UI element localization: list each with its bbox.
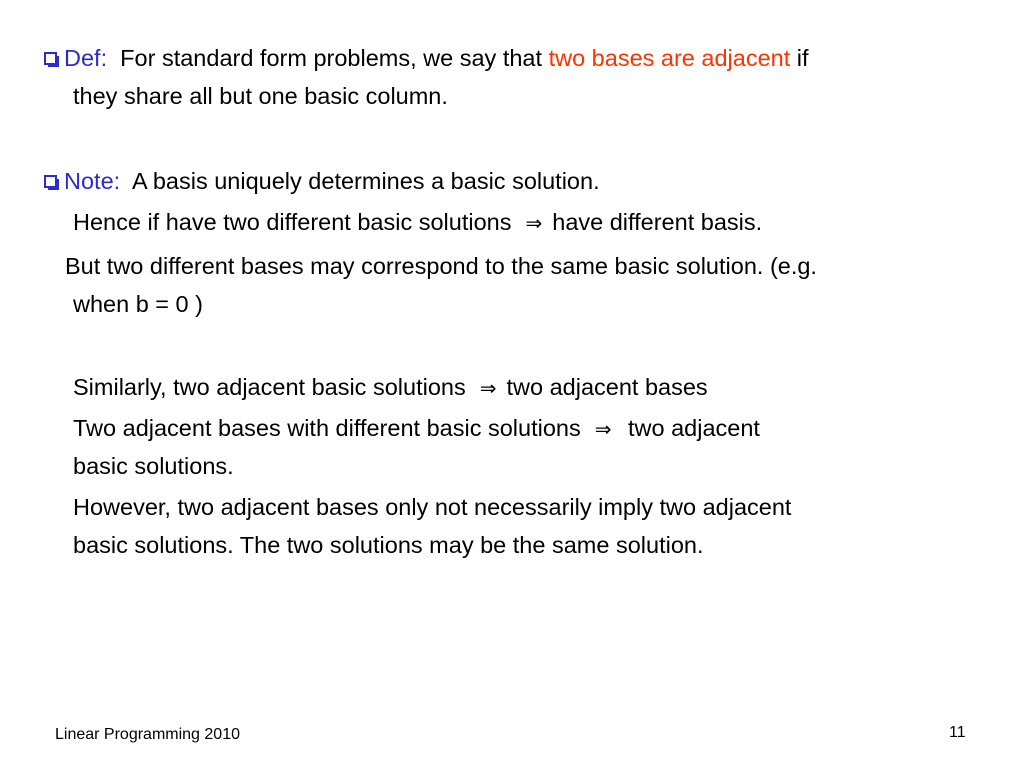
two-adjacent-before: Two adjacent bases with different basic solutions — [73, 415, 581, 441]
two-adjacent-line-1 — [73, 414, 760, 443]
two-adjacent-line-2: basic solutions. — [73, 453, 234, 479]
hence-after: have different basis. — [552, 209, 763, 235]
however-line-1: However, two adjacent bases only not necessarily imply two adjacent — [73, 494, 792, 520]
page-number: 11 — [949, 724, 966, 741]
two-adjacent-after: two adjacent — [628, 415, 760, 441]
note-text: A basis uniquely determines a basic solution. — [131, 168, 600, 194]
but-line-2: when b = 0 ) — [73, 291, 203, 317]
def-text-after: if — [796, 45, 809, 71]
implies-arrow-icon: ⇒ — [479, 376, 497, 400]
hence-before: Hence if have two different basic solutions — [73, 209, 512, 235]
however-line-2: basic solutions. The two solutions may be the same solution. — [73, 532, 704, 558]
def-line-1 — [44, 44, 809, 72]
checkbox-bullet-icon — [44, 175, 57, 188]
implies-arrow-icon: ⇒ — [594, 417, 612, 441]
but-line-1: But two different bases may correspond to the same basic solution. (e.g. — [65, 253, 817, 279]
def-label: Def: — [64, 45, 108, 71]
similarly-before: Similarly, two adjacent basic solutions — [73, 374, 466, 400]
checkbox-bullet-icon — [44, 52, 57, 65]
note-line-1 — [44, 167, 600, 195]
note-label: Note: — [64, 168, 121, 194]
hence-line — [73, 208, 762, 237]
implies-arrow-icon: ⇒ — [525, 211, 543, 235]
def-line-2: they share all but one basic column. — [73, 83, 448, 109]
similarly-after: two adjacent bases — [506, 374, 708, 400]
def-highlight: two bases are adjacent — [548, 45, 791, 71]
similarly-line — [73, 373, 708, 402]
footer-course: Linear Programming 2010 — [55, 726, 240, 743]
def-text-before: For standard form problems, we say that — [120, 45, 543, 71]
